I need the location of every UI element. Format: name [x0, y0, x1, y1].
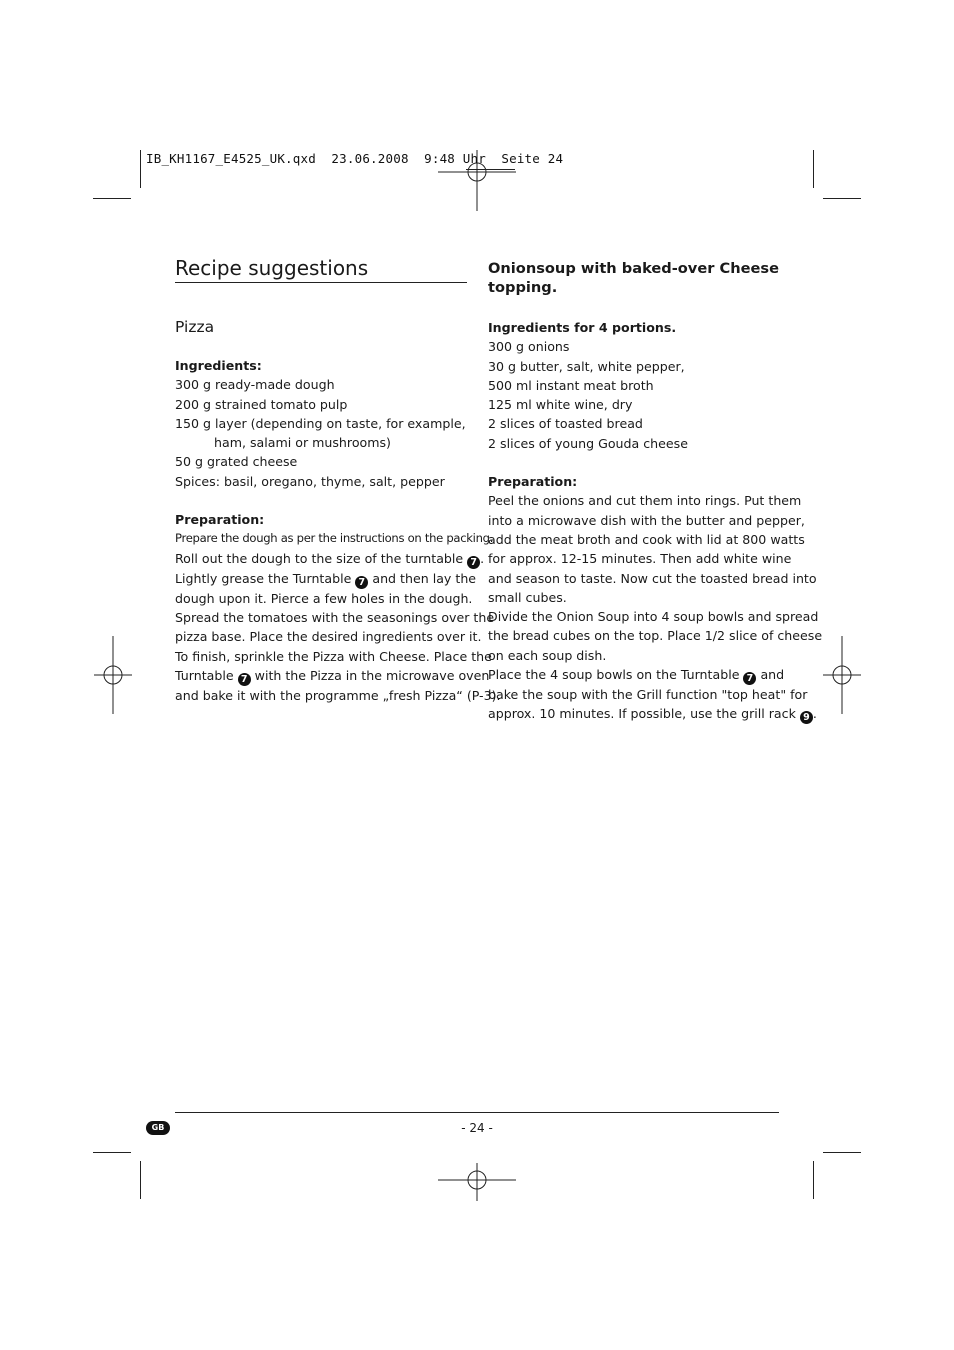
ingredients-label: Ingredients:	[175, 358, 262, 373]
language-badge: GB	[146, 1121, 170, 1135]
text-line: dough upon it. Pierce a few holes in the dough.	[175, 590, 473, 606]
list-item: 30 g butter, salt, white pepper,	[488, 358, 685, 374]
footer-divider	[175, 1112, 779, 1113]
text-line: Prepare the dough as per the instructions on the packing.	[175, 531, 494, 546]
preparation-text	[488, 491, 823, 724]
print-slug: IB_KH1167_E4525_UK.qxd 23.06.2008 9:48 Uhr Seite 24	[146, 151, 564, 166]
slug-underline	[466, 169, 515, 170]
text-line: Peel the onions and cut them into rings. Put them	[488, 493, 802, 509]
list-item: 200 g strained tomato pulp	[175, 396, 348, 412]
page-title: Recipe suggestions	[175, 256, 467, 283]
text-line: Spread the tomatoes with the seasonings over the	[175, 609, 495, 625]
crop-mark-bottom-right-horizontal	[823, 1152, 861, 1153]
crop-mark-top-left-vertical	[140, 150, 141, 188]
crop-mark-bottom-left-vertical	[140, 1161, 141, 1199]
ingredients-label: Ingredients for 4 portions.	[488, 320, 677, 335]
text-line: Turntable 7 with the Pizza in the microwave oven	[175, 667, 490, 685]
text-line: and bake it with the programme „fresh Pizza“ (P-3).	[175, 687, 501, 703]
text-line: approx. 10 minutes. If possible, use the grill rack 9 .	[488, 706, 817, 724]
crop-mark-top-left-horizontal	[93, 198, 131, 199]
text-line: Divide the Onion Soup into 4 soup bowls and spread	[488, 609, 819, 625]
text-line: on each soup dish.	[488, 647, 607, 663]
turntable-ref-icon: 7	[238, 673, 251, 686]
registration-mark-right	[803, 636, 881, 714]
crop-mark-bottom-left-horizontal	[93, 1152, 131, 1153]
crop-mark-bottom-right-vertical	[813, 1161, 814, 1199]
text-line: add the meat broth and cook with lid at 800 watts	[488, 531, 805, 547]
left-column	[175, 256, 501, 705]
text-line: pizza base. Place the desired ingredients over it.	[175, 629, 482, 645]
crop-mark-top-right-horizontal	[823, 198, 861, 199]
grill-rack-ref-icon: 9	[800, 711, 813, 724]
registration-mark-left	[74, 636, 152, 714]
text-line: for approx. 12-15 minutes. Then add white wine	[488, 551, 792, 567]
ingredients-list	[488, 337, 780, 453]
text-line: into a microwave dish with the butter and pepper,	[488, 512, 805, 528]
list-item: Spices: basil, oregano, thyme, salt, pepper	[175, 473, 445, 489]
list-item: 300 g ready-made dough	[175, 377, 335, 393]
text-line: Lightly grease the Turntable 7 and then lay the	[175, 570, 477, 588]
right-column	[488, 259, 823, 724]
list-item: ham, salami or mushrooms)	[214, 435, 391, 451]
ingredients-list	[175, 375, 467, 491]
text-line: To finish, sprinkle the Pizza with Cheese. Place the	[175, 648, 492, 664]
list-item: 2 slices of toasted bread	[488, 416, 643, 432]
list-item: 2 slices of young Gouda cheese	[488, 435, 688, 451]
list-item: 150 g layer (depending on taste, for example,	[175, 415, 466, 431]
page-number: - 24 -	[461, 1121, 493, 1135]
text-line: bake the soup with the Grill function "top heat" for	[488, 687, 808, 703]
text-line: Place the 4 soup bowls on the Turntable 7 and	[488, 667, 785, 685]
registration-mark-bottom	[438, 1141, 516, 1219]
preparation-label: Preparation:	[488, 474, 578, 490]
text-line: Roll out the dough to the size of the turntable 7 .	[175, 550, 485, 568]
section-title-pizza: Pizza	[175, 318, 215, 336]
registration-mark-top	[438, 133, 516, 211]
crop-mark-top-right-vertical	[813, 150, 814, 188]
list-item: 300 g onions	[488, 339, 570, 355]
text-line: and season to taste. Now cut the toasted bread into	[488, 570, 817, 586]
turntable-ref-icon: 7	[743, 672, 756, 685]
preparation-label: Preparation:	[175, 512, 265, 528]
text-line: the bread cubes on the top. Place 1/2 slice of cheese	[488, 628, 823, 644]
turntable-ref-icon: 7	[467, 556, 480, 569]
preparation-text	[175, 529, 501, 705]
text-line: small cubes.	[488, 589, 567, 605]
list-item: 500 ml instant meat broth	[488, 377, 654, 393]
turntable-ref-icon: 7	[355, 576, 368, 589]
list-item: 50 g grated cheese	[175, 454, 298, 470]
section-title-onionsoup: Onionsoup with baked-over Cheese topping.	[488, 260, 779, 296]
list-item: 125 ml white wine, dry	[488, 397, 633, 413]
